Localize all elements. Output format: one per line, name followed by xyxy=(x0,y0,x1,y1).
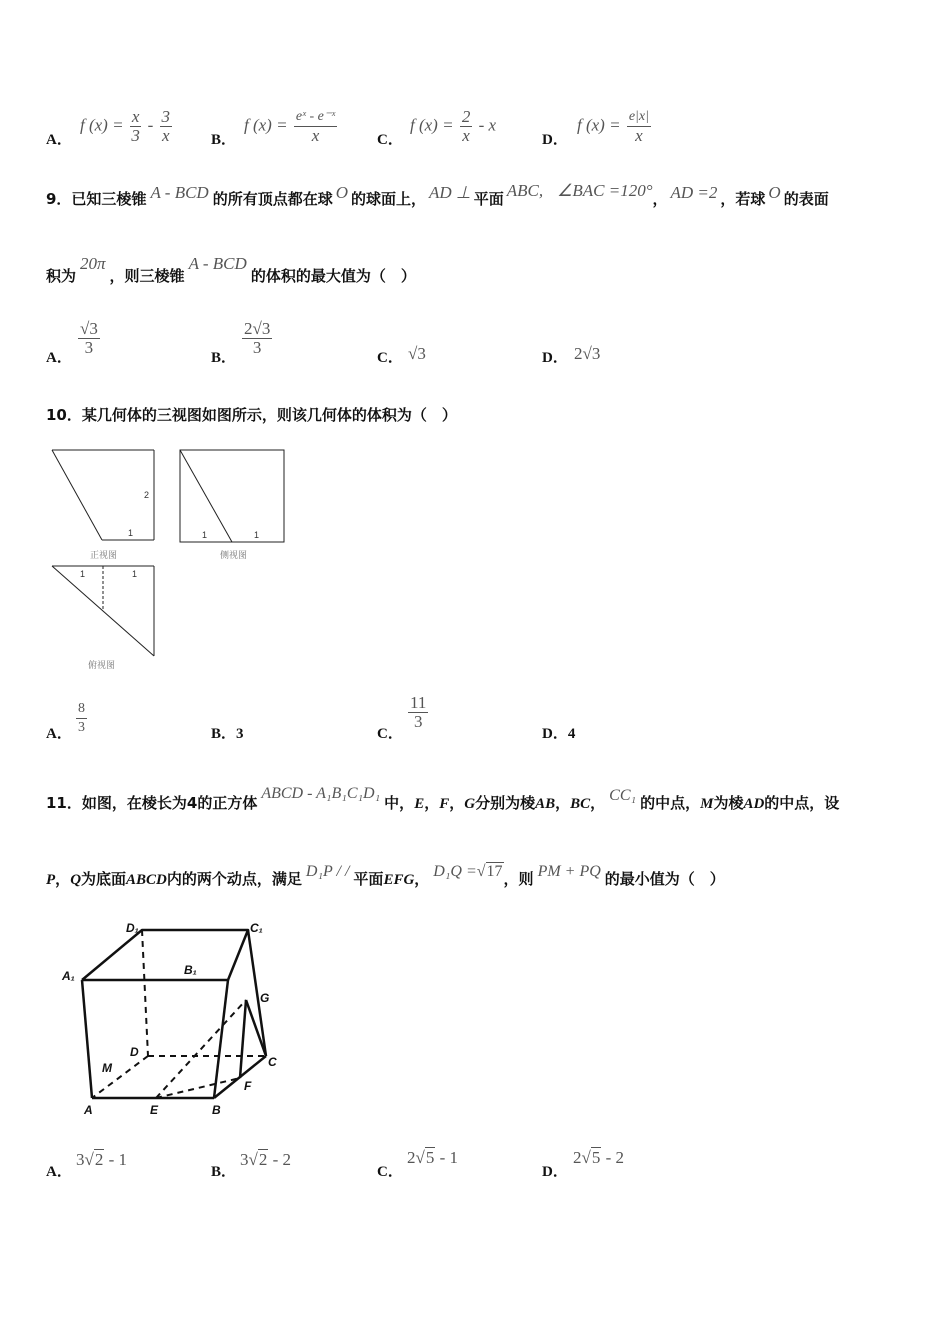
label-A1: A₁ xyxy=(62,969,75,983)
q8-option-a-label: A． xyxy=(46,132,72,148)
top-dim-left: 1 xyxy=(80,569,86,579)
label-A: A xyxy=(84,1103,93,1117)
label-D1: D₁ xyxy=(126,921,139,935)
front-view xyxy=(52,450,154,540)
q10-option-b: B．3 xyxy=(211,726,244,742)
label-B: B xyxy=(212,1103,221,1117)
q10-option-a-label: A． xyxy=(46,726,72,742)
side-view-label: 侧视图 xyxy=(220,551,248,561)
front-view-label: 正视图 xyxy=(90,551,118,561)
q9-option-d-label: D． xyxy=(542,350,568,366)
q9-options xyxy=(0,318,950,378)
q9-option-b-label: B． xyxy=(211,350,237,366)
q11-option-b-label: B． xyxy=(211,1164,237,1180)
q8-option-d-label: D． xyxy=(542,132,568,148)
side-dim-left: 1 xyxy=(202,530,208,540)
label-C: C xyxy=(268,1055,277,1069)
q9-option-a-value: $\frac{√3}{3}$ xyxy=(80,319,98,357)
q11-option-a-value: 3√2 - 1 xyxy=(76,1150,128,1169)
side-dim-right: 1 xyxy=(254,530,260,540)
label-D: D xyxy=(130,1045,139,1059)
front-dim-1: 1 xyxy=(128,528,134,538)
q11-cube-figure xyxy=(56,918,296,1122)
side-view xyxy=(180,450,284,542)
q11-option-c-value: 2√5 - 1 xyxy=(407,1148,459,1167)
q10-option-a-value: $\frac{8}{3}$ xyxy=(78,701,85,735)
q11-option-c-label: C． xyxy=(377,1164,403,1180)
q8-option-a-formula: f (x) = $\frac{x}{3}$ - $\frac{3}{x}$ xyxy=(80,107,171,145)
question-11 xyxy=(46,785,916,912)
top-view-label: 俯视图 xyxy=(88,661,116,671)
q10-three-views xyxy=(40,440,300,680)
q10-option-d: D．4 xyxy=(542,726,576,742)
q9-line-2: 积为20π，则三棱锥A - BCD的体积的最大值为（ ） xyxy=(46,254,416,285)
q8-option-b-formula: f (x) = $\frac{\text{eˣ - e⁻ˣ}}{x}$ xyxy=(244,109,336,145)
label-B1: B₁ xyxy=(184,963,197,977)
q10-option-c-label: C． xyxy=(377,726,403,742)
top-dim-right: 1 xyxy=(132,569,138,579)
q11-option-a-label: A． xyxy=(46,1164,72,1180)
q8-option-c-label: C． xyxy=(377,132,403,148)
q9-option-c-label: C． xyxy=(377,350,403,366)
q9-option-b-value: $\frac{2√3}{3}$ xyxy=(244,319,271,357)
q9-option-c-value: √3 xyxy=(408,344,426,363)
q10-options xyxy=(0,694,950,754)
q11-line-1: 11．如图，在棱长为4的正方体ABCD - A₁B₁C₁D₁中，E，F，G分别为棱AB，BC， CC₁ 的中点，M为棱AD的中点，设 xyxy=(46,785,840,812)
q8-option-c-formula: f (x) = $\frac{2}{x}$ - x xyxy=(410,107,497,145)
q11-option-b-value: 3√2 - 2 xyxy=(240,1150,292,1169)
q9-option-a-label: A． xyxy=(46,350,72,366)
label-E: E xyxy=(150,1103,159,1117)
q8-option-d-formula: f (x) = $\frac{e|x|}{x}$ xyxy=(577,109,649,145)
q10-option-c-value: $\frac{11}{3}$ xyxy=(410,693,427,731)
q9-line-1: 9．已知三棱锥 A - BCD 的所有顶点都在球 O 的球面上， AD ⊥ 平面 ABC, ∠BAC =120°， AD =2 ，若球 O 的表面 xyxy=(46,181,829,208)
label-M: M xyxy=(102,1061,112,1075)
q11-options xyxy=(0,1140,950,1190)
q11-line-2: P，Q为底面ABCD内的两个动点，满足 D₁P / / 平面EFG， D₁Q =√17，则 PM + PQ 的最小值为（ ） xyxy=(46,863,725,888)
top-view xyxy=(52,566,154,656)
q11-option-d-label: D． xyxy=(542,1164,568,1180)
q8-option-b-label: B． xyxy=(211,132,237,148)
label-F: F xyxy=(244,1079,252,1093)
q11-option-d-value: 2√5 - 2 xyxy=(573,1148,625,1167)
front-dim-2: 2 xyxy=(144,490,150,500)
label-G: G xyxy=(260,991,270,1005)
q9-option-d-value: 2√3 xyxy=(574,344,601,363)
q8-options xyxy=(0,100,950,160)
label-C1: C₁ xyxy=(250,921,263,935)
q10-text: 10．某几何体的三视图如图所示，则该几何体的体积为（ ） xyxy=(46,406,457,424)
